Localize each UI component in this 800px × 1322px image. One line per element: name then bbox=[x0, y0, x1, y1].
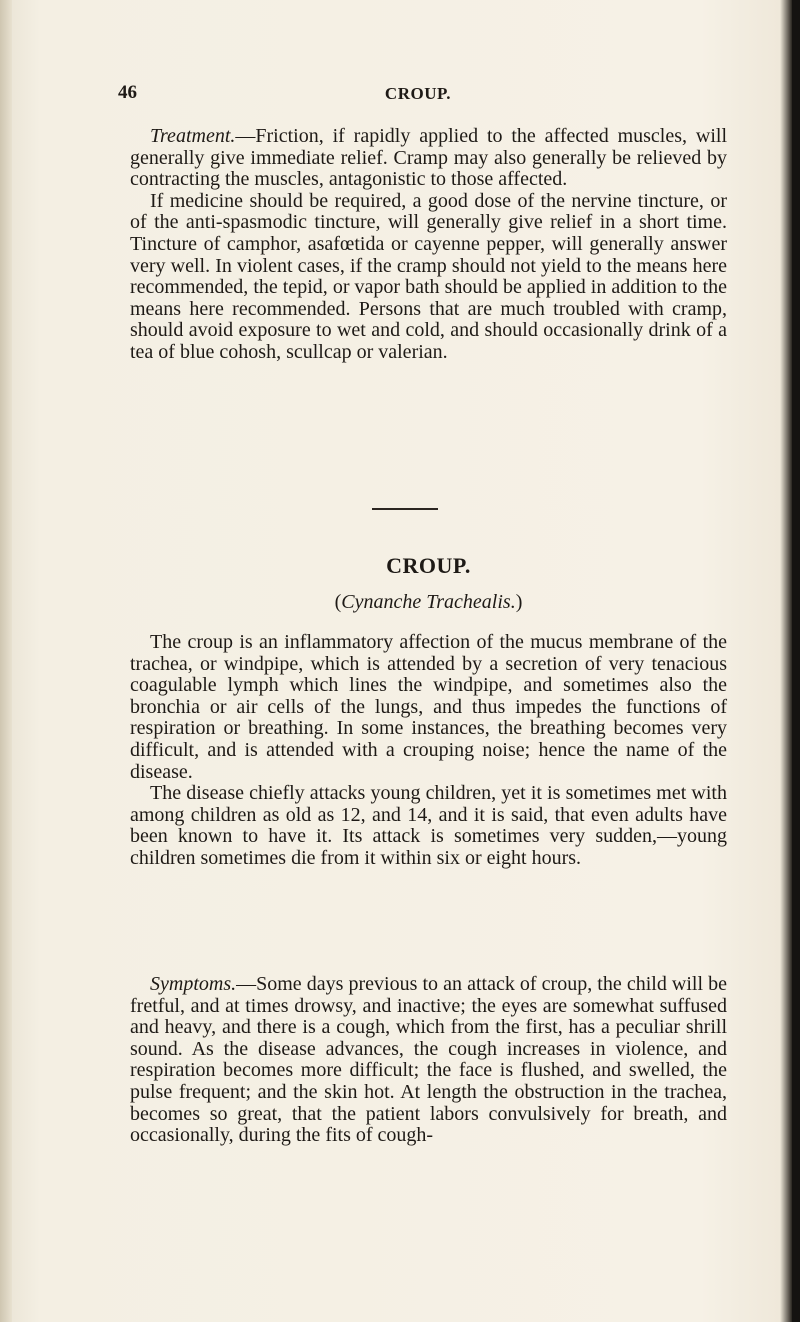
section-title: CROUP. bbox=[386, 553, 471, 578]
running-title: CROUP. bbox=[384, 84, 452, 103]
symptoms-section bbox=[130, 974, 727, 1147]
section-divider bbox=[372, 508, 438, 510]
page-header bbox=[118, 82, 718, 112]
section-subtitle bbox=[130, 591, 727, 614]
medicine-paragraph: If medicine should be required, a good dose of the nervine tincture, or of the anti-spasmodic tincture, will generally give relief in a short time. Tincture of camphor, asafœtida or cayenne pepper, will generally answer very well. In violent cases, if the cramp should not yield to the means here recommended, the tepid, or vapor bath should be applied in addition to the means here recommended. Persons that are much troubled with cramp, should avoid exposure to wet and cold, and should occasionally drink of a tea of blue cohosh, scullcap or valerian. bbox=[130, 189, 727, 363]
page-edge bbox=[792, 0, 800, 1322]
symptoms-heading: Symptoms. bbox=[150, 973, 237, 995]
treatment-section bbox=[130, 126, 727, 364]
attack-paragraph: The disease chiefly attacks young children, yet it is sometimes met with among children as old as 12, and 14, and it is said, that even adults have been known to have it. Its attack is sometimes very sudden,—young children sometimes die from it within six or eight hours. bbox=[130, 782, 727, 869]
page-binding-shadow bbox=[0, 0, 12, 1322]
croup-description bbox=[130, 632, 727, 870]
treatment-text: —Friction, if rapidly applied to the affected muscles, will generally give immediate relief. Cramp may also generally be relieved by contracting the muscles, antagonistic to those affected. bbox=[130, 125, 727, 191]
subtitle-open-paren: ( bbox=[334, 591, 342, 613]
definition-paragraph: The croup is an inflammatory affection of the mucus membrane of the trachea, or windpipe, which is attended by a secretion of very tenacious coagulable lymph which lines the windpipe, and sometimes also the bronchia or air cells of the lungs, and thus impedes the functions of respiration or breathing. In some instances, the breathing becomes very difficult, and is attended with a crouping noise; hence the name of the disease. bbox=[130, 631, 727, 783]
symptoms-paragraph bbox=[130, 974, 727, 1147]
symptoms-text: —Some days previous to an attack of croup, the child will be fretful, and at times drowsy, and inactive; the eyes are somewhat suffused and heavy, and there is a cough, which from the first, has a peculiar shrill sound. As the disease advances, the cough increases in violence, and respiration becomes more difficult; the face is flushed, and swelled, the pulse frequent; and the skin hot. At length the obstruction in the trachea, becomes so great, that the patient labors convulsively for breath, and occasionally, during the fits of cough- bbox=[130, 973, 727, 1147]
treatment-paragraph bbox=[130, 126, 727, 191]
subtitle-close-paren: ) bbox=[515, 591, 523, 613]
treatment-heading: Treatment. bbox=[150, 125, 236, 147]
subtitle-latin-name: Cynanche Trachealis. bbox=[341, 591, 516, 613]
page-number: 46 bbox=[118, 82, 137, 103]
